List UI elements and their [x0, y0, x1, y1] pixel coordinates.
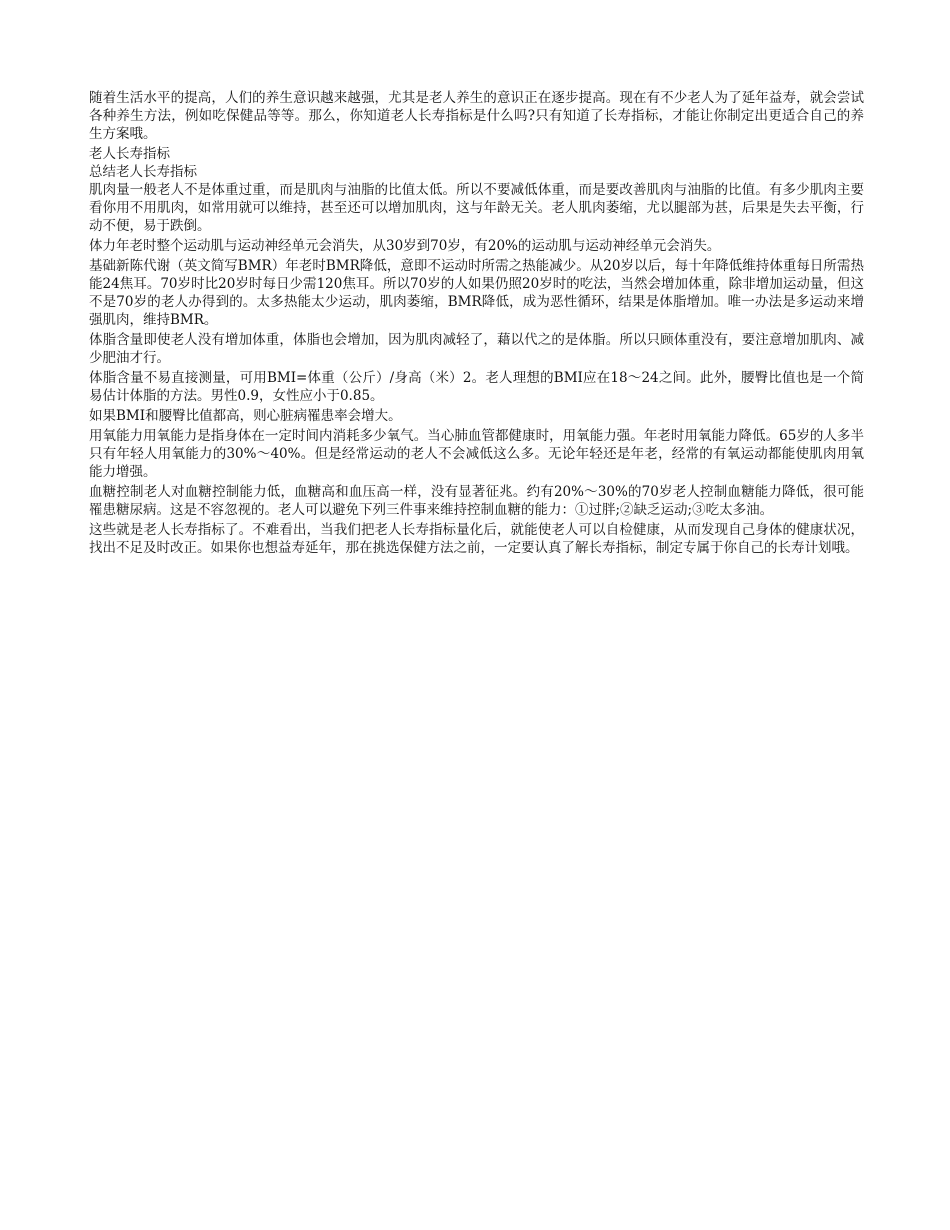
paragraph-bmi: 体脂含量不易直接测量，可用BMI=体重（公斤）/身高（米）2。老人理想的BMI应在18～24之间。此外，腰臀比值也是一个简易估计体脂的方法。男性0.9，女性应小于0.85。: [89, 370, 864, 404]
paragraph-bmr: 基础新陈代谢（英文简写BMR）年老时BMR降低，意即不运动时所需之热能减少。从20岁以后，每十年降低维持体重每日所需热能24焦耳。70岁时比20岁时每日少需120焦耳。所以70岁的人如果仍照20岁时的吃法，当然会增加体重，除非增加运动量，但这不是70岁的老人办得到的。太多热能太少运动，肌肉萎缩，BMR降低，成为恶性循环，结果是体脂增加。唯一办法是多运动来增强肌肉，维持BMR。: [89, 258, 864, 328]
section-subtitle: 总结老人长寿指标: [89, 164, 197, 180]
paragraph-blood-sugar: 血糖控制老人对血糖控制能力低，血糖高和血压高一样，没有显著征兆。约有20%～30%的70岁老人控制血糖能力降低，很可能罹患糖尿病。这是不容忽视的。老人可以避免下列三件事来维持控制血糖的能力：①过胖;②缺乏运动;③吃太多油。: [89, 484, 864, 518]
paragraph-conclusion: 这些就是老人长寿指标了。不难看出，当我们把老人长寿指标量化后，就能使老人可以自检健康，从而发现自己身体的健康状况，找出不足及时改正。如果你也想益寿延年，那在挑选保健方法之前，一定要认真了解长寿指标，制定专属于你自己的长寿计划哦。: [89, 522, 864, 556]
document-page: [89, 89, 864, 559]
paragraph-oxygen-capacity: 用氧能力用氧能力是指身体在一定时间内消耗多少氧气。当心肺血管都健康时，用氧能力强。年老时用氧能力降低。65岁的人多半只有年轻人用氧能力的30%～40%。但是经常运动的老人不会减低这么多。无论年轻还是年老，经常的有氧运动都能使肌肉用氧能力增强。: [89, 428, 864, 480]
section-title: 老人长寿指标: [89, 146, 170, 162]
paragraph-strength: 体力年老时整个运动肌与运动神经单元会消失，从30岁到70岁，有20%的运动肌与运动神经单元会消失。: [89, 238, 721, 254]
paragraph-body-fat: 体脂含量即使老人没有增加体重，体脂也会增加，因为肌肉减轻了，藉以代之的是体脂。所以只顾体重没有，要注意增加肌肉、减少肥油才行。: [89, 332, 864, 366]
paragraph-muscle-mass: 肌肉量一般老人不是体重过重，而是肌肉与油脂的比值太低。所以不要减低体重，而是要改善肌肉与油脂的比值。有多少肌肉主要看你用不用肌肉，如常用就可以维持，甚至还可以增加肌肉，这与年龄无关。老人肌肉萎缩，尤以腿部为甚，后果是失去平衡，行动不便，易于跌倒。: [89, 182, 864, 234]
intro-paragraph: 随着生活水平的提高，人们的养生意识越来越强，尤其是老人养生的意识正在逐步提高。现在有不少老人为了延年益寿，就会尝试各种养生方法，例如吃保健品等等。那么，你知道老人长寿指标是什么吗?只有知道了长寿指标，才能让你制定出更适合自己的养生方案哦。: [89, 90, 864, 142]
paragraph-bmi-risk: 如果BMI和腰臀比值都高，则心脏病罹患率会增大。: [89, 408, 402, 424]
